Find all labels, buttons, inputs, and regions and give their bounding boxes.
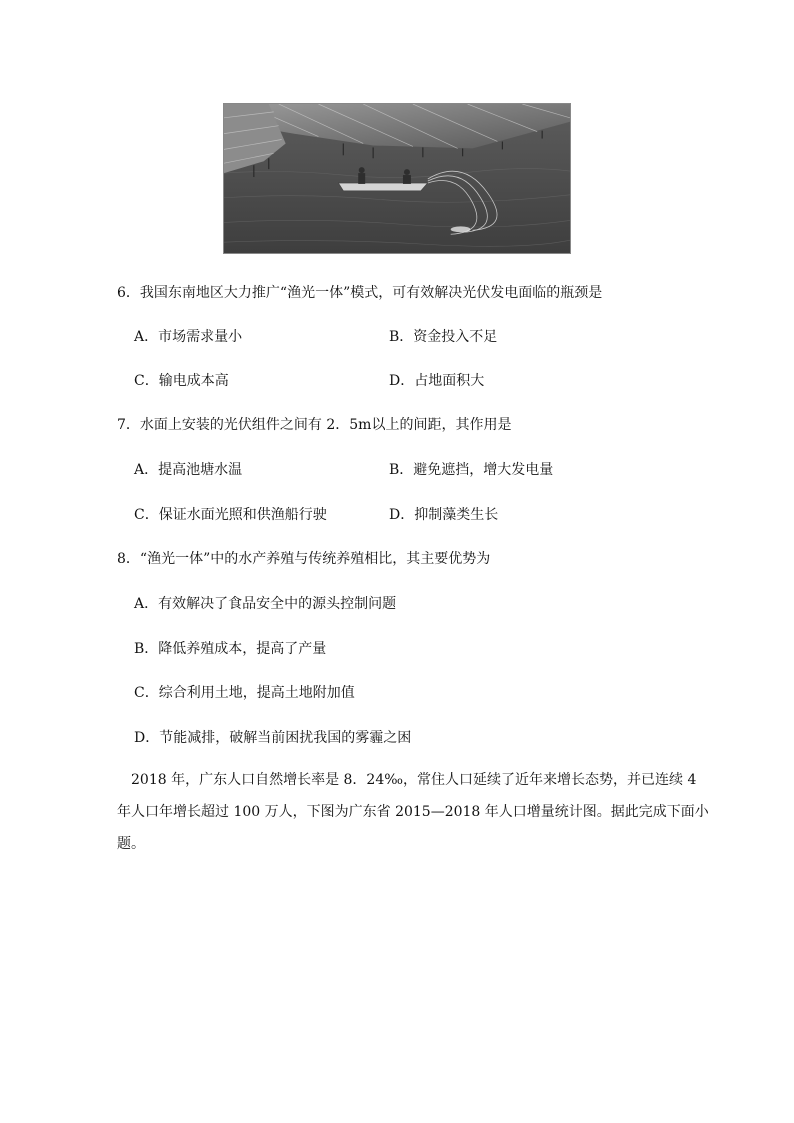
question-8-option-c: C．综合利用土地，提高土地附加值 [134,685,355,701]
question-7-option-d: D．抑制藻类生长 [389,507,499,523]
question-6-option-c: C．输电成本高 [134,373,229,389]
question-6-option-d: D．占地面积大 [389,373,485,389]
passage-line-2: 年人口年增长超过 100 万人，下图为广东省 2015—2018 年人口增量统计图。据此完成下面小 [117,804,709,820]
question-8-option-d: D．节能减排，破解当前困扰我国的雾霾之困 [134,730,412,746]
question-6-option-a: A．市场需求量小 [134,329,243,345]
question-7-stem: 7．水面上安装的光伏组件之间有 2．5m以上的间距，其作用是 [117,417,512,433]
question-7-option-a: A．提高池塘水温 [134,462,243,478]
question-6-option-b: B．资金投入不足 [389,329,498,345]
question-8-stem: 8．“渔光一体”中的水产养殖与传统养殖相比，其主要优势为 [117,551,491,567]
question-7-option-b: B．避免遮挡，增大发电量 [389,462,554,478]
fishery-solar-photo [223,103,571,254]
question-6-stem: 6．我国东南地区大力推广“渔光一体”模式，可有效解决光伏发电面临的瓶颈是 [117,285,603,301]
passage-line-3: 题。 [117,836,145,852]
passage-line-1: 2018 年，广东人口自然增长率是 8．24‰，常住人口延续了近年来增长态势，并已连续 4 [131,772,697,788]
question-8-option-a: A．有效解决了食品安全中的源头控制问题 [134,596,397,612]
question-7-option-c: C．保证水面光照和供渔船行驶 [134,507,327,523]
solar-panel-pond-icon [224,104,570,253]
question-8-option-b: B．降低养殖成本，提高了产量 [134,641,327,657]
